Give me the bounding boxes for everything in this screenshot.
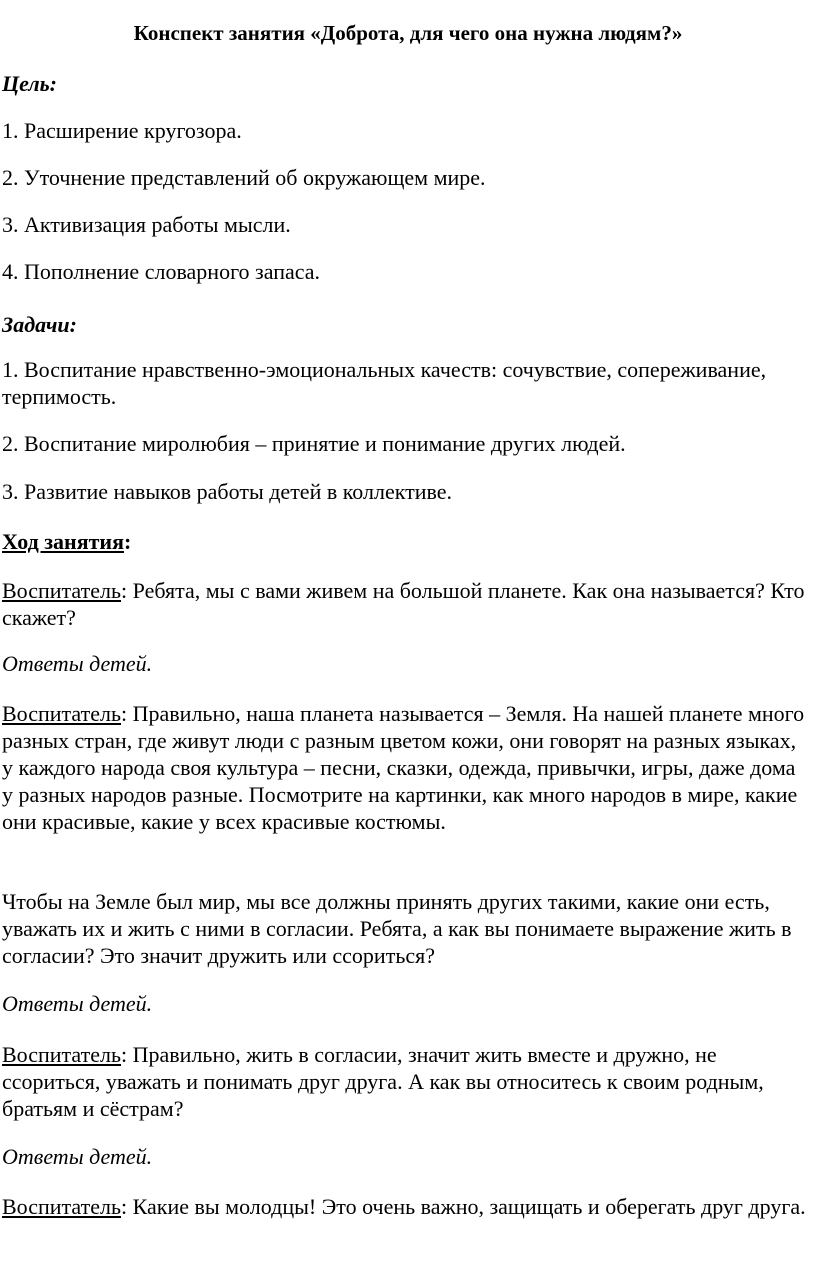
speaker-label: Воспитатель — [2, 1194, 122, 1219]
goal-item-4: 4. Пополнение словарного запаса. — [2, 259, 321, 284]
speaker-label: Воспитатель — [2, 578, 122, 603]
speaker-label: Воспитатель — [2, 1042, 122, 1067]
speaker-label: Воспитатель — [2, 701, 122, 726]
children-answers-1: Ответы детей. — [2, 651, 153, 676]
paragraph-2 — [2, 700, 810, 835]
paragraph-3: Чтобы на Земле был мир, мы все должны принять других такими, какие они есть, уважать их и жить с ними в согласии. Ребята, а как вы понимаете выражение жить в согласии? Это значит дружить или ссориться? — [2, 889, 792, 968]
paragraph-1 — [2, 577, 810, 631]
goal-item-2: 2. Уточнение представлений об окружающем мире. — [2, 165, 486, 190]
course-heading — [2, 528, 810, 555]
task-item-1: 1. Воспитание нравственно-эмоциональных качеств: сочувствие, сопереживание, терпимость. — [2, 357, 767, 409]
children-answers-2: Ответы детей. — [2, 991, 153, 1016]
course-heading-text: Ход занятия — [2, 529, 125, 554]
paragraph-4 — [2, 1041, 810, 1122]
paragraph-5 — [2, 1193, 810, 1220]
task-item-3: 3. Развитие навыков работы детей в коллективе. — [2, 479, 453, 504]
goal-item-1: 1. Расширение кругозора. — [2, 118, 242, 143]
paragraph-1-text: : Ребята, мы с вами живем на большой планете. Как она называется? Кто скажет? — [2, 578, 805, 630]
course-heading-colon: : — [124, 529, 132, 554]
children-answers-3: Ответы детей. — [2, 1144, 153, 1169]
paragraph-4-text: : Правильно, жить в согласии, значит жить вместе и дружно, не ссориться, уважать и понимать друг друга. А как вы относитесь к своим родным, братьям и сёстрам? — [2, 1042, 764, 1121]
document-title: Конспект занятия «Доброта, для чего она нужна людям?» — [133, 21, 683, 45]
tasks-heading: Задачи: — [2, 312, 77, 337]
goal-item-3: 3. Активизация работы мысли. — [2, 212, 291, 237]
paragraph-2-text: : Правильно, наша планета называется – Земля. На нашей планете много разных стран, где живут люди с разным цветом кожи, они говорят на разных языках, у каждого народа своя культура – песни, сказки, одежда, привычки, игры, даже дома у разных народов разные. Посмотрите на картинки, как много народов в мире, какие они красивые, какие у всех красивые костюмы. — [2, 701, 805, 834]
task-item-2: 2. Воспитание миролюбия – принятие и понимание других людей. — [2, 431, 626, 456]
goal-heading: Цель: — [2, 71, 57, 96]
paragraph-5-text: : Какие вы молодцы! Это очень важно, защищать и оберегать друг друга. — [121, 1194, 806, 1219]
